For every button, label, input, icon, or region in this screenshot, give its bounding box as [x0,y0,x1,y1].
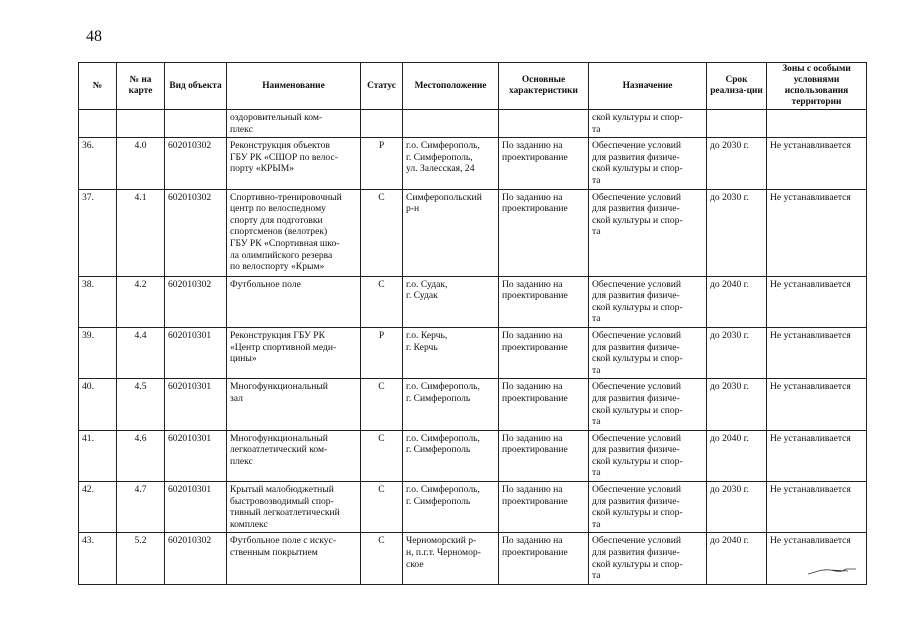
object-name-line: комплекс [230,518,268,530]
special-zones: Не устанавливается [767,138,867,189]
object-name [227,276,361,327]
object-type-code: 602010302 [165,138,227,189]
object-status: С [361,533,403,584]
object-name-line: по велоспорту «Крым» [230,261,325,273]
table-row [79,138,867,189]
object-purpose [589,482,707,533]
object-characteristics-line: проектирование [502,203,568,215]
object-name-line: Многофункциональный [230,432,328,444]
object-purpose-line: та [592,518,601,530]
table-row [79,189,867,276]
object-location-line: ул. Залесская, 24 [406,163,475,175]
object-location [403,482,499,533]
map-number: 4.1 [117,189,165,276]
table-row [79,379,867,430]
object-characteristics-line: проектирование [502,290,568,302]
object-purpose-line: та [592,416,601,428]
object-purpose-line: Обеспечение условий [592,535,682,547]
object-purpose-line: для развития физиче- [592,547,680,559]
object-name [227,327,361,378]
implementation-term: до 2040 г. [707,533,767,584]
object-name-line: оздоровительный ком- [230,112,323,123]
object-name-line: легкоатлетический ком- [230,444,328,456]
object-purpose-line: ской культуры и спор- [592,214,683,226]
object-name-line: центр по велоспедному [230,203,326,215]
object-purpose-line: для развития физиче- [592,444,680,456]
implementation-term: до 2030 г. [707,138,767,189]
object-name [227,379,361,430]
object-status [361,110,403,138]
implementation-term: до 2030 г. [707,379,767,430]
object-purpose-line: ской культуры и спор- [592,353,683,365]
object-characteristics [499,533,589,584]
object-characteristics-line: По заданию на [502,191,563,203]
special-zones: Не устанавливается [767,327,867,378]
object-name-line: плекс [230,455,253,467]
object-purpose-line: Обеспечение условий [592,484,682,496]
object-name [227,482,361,533]
row-number: 38. [79,276,117,327]
special-zones: Не устанавливается [767,189,867,276]
object-location [403,379,499,430]
object-type-code: 602010302 [165,276,227,327]
object-location-line: г. Симферополь, [406,151,473,163]
object-location-line: г. Симферополь [406,444,471,456]
object-location [403,430,499,481]
special-zones [767,110,867,138]
object-location-line: г. Симферополь [406,392,471,404]
object-type-code: 602010301 [165,430,227,481]
row-number: 43. [79,533,117,584]
object-name [227,110,361,138]
row-number [79,110,117,138]
object-characteristics [499,276,589,327]
implementation-term: до 2040 г. [707,276,767,327]
object-purpose-line: Обеспечение условий [592,329,682,341]
object-characteristics [499,327,589,378]
object-location-line: г. Симферополь [406,495,471,507]
object-purpose [589,189,707,276]
object-location-line: г. Судак [406,290,438,302]
object-purpose [589,276,707,327]
object-characteristics-line: По заданию на [502,329,563,341]
object-name-line: «Центр спортивной меди- [230,341,337,353]
object-type-code: 602010302 [165,533,227,584]
object-name-line: спортсменов (велотрек) [230,226,328,238]
object-name-line: Спортивно-тренировочный [230,191,342,203]
object-purpose-line: та [592,226,601,238]
object-name-line: Футбольное поле [230,278,301,290]
object-characteristics-line: По заданию на [502,140,563,152]
object-type-code [165,110,227,138]
header-map-number: № на карте [117,63,165,110]
object-purpose-line: та [592,174,601,186]
objects-table [78,62,867,585]
object-location-line: г.о. Симферополь, [406,484,480,496]
object-location-line: н, п.г.т. Черномор- [406,547,481,559]
signature-mark [806,566,866,576]
object-purpose-line: та [592,123,601,135]
special-zones: Не устанавливается [767,482,867,533]
special-zones: Не устанавливается [767,430,867,481]
object-purpose [589,430,707,481]
object-purpose-line: ской культуры и спор- [592,301,683,313]
object-name-line: Реконструкция ГБУ РК [230,329,325,341]
object-name-line: быстровозводимый спор- [230,495,334,507]
object-name-line: порту «КРЫМ» [230,163,295,175]
implementation-term: до 2030 г. [707,482,767,533]
map-number: 5.2 [117,533,165,584]
object-status: С [361,276,403,327]
object-purpose-line: ской культуры и спор- [592,558,683,570]
header-object-type: Вид объекта [165,63,227,110]
object-characteristics [499,189,589,276]
object-location-line: Симферопольский [406,191,482,203]
object-characteristics [499,138,589,189]
map-number: 4.2 [117,276,165,327]
object-characteristics-line: По заданию на [502,432,563,444]
object-name-line: ГБУ РК «СШОР по велос- [230,151,338,163]
object-characteristics-line: проектирование [502,341,568,353]
table-row [79,430,867,481]
map-number: 4.7 [117,482,165,533]
object-purpose-line: для развития физиче- [592,203,680,215]
special-zones: Не устанавливается [767,276,867,327]
header-status: Статус [361,63,403,110]
object-characteristics [499,110,589,138]
object-purpose-line: для развития физиче- [592,290,680,302]
row-number: 36. [79,138,117,189]
object-purpose-line: Обеспечение условий [592,381,682,393]
implementation-term: до 2040 г. [707,430,767,481]
object-status: Р [361,327,403,378]
object-location [403,189,499,276]
header-characteristics: Основные характеристики [499,63,589,110]
map-number: 4.4 [117,327,165,378]
object-characteristics-line: По заданию на [502,381,563,393]
object-name [227,138,361,189]
object-purpose-line: ской культуры и спор- [592,404,683,416]
object-name-line: ственным покрытием [230,547,318,559]
object-purpose-line: та [592,570,601,582]
table-row [79,110,867,138]
object-purpose-line: ской культуры и спор- [592,112,683,123]
object-purpose-line: ской культуры и спор- [592,163,683,175]
object-name-line: спорту для подготовки [230,214,323,226]
object-status: С [361,379,403,430]
object-characteristics [499,379,589,430]
object-characteristics [499,482,589,533]
object-name-line: зал [230,392,243,404]
object-name-line: Крытый малобюджетный [230,484,334,496]
object-characteristics [499,430,589,481]
table-body [79,110,867,585]
table-row [79,327,867,378]
object-purpose-line: Обеспечение условий [592,140,682,152]
object-location-line: г. Керчь [406,341,438,353]
object-name-line: ла олимпийского резерва [230,249,333,261]
object-location-line: г.о. Симферополь, [406,432,480,444]
map-number: 4.6 [117,430,165,481]
object-purpose-line: та [592,313,601,325]
object-characteristics-line: проектирование [502,444,568,456]
object-name-line: цины» [230,353,257,365]
object-name [227,189,361,276]
table-header-row [79,63,867,110]
object-location [403,276,499,327]
implementation-term: до 2030 г. [707,327,767,378]
row-number: 42. [79,482,117,533]
object-location [403,110,499,138]
header-term: Срок реализа-ции [707,63,767,110]
object-purpose [589,110,707,138]
object-purpose [589,138,707,189]
object-location-line: г.о. Керчь, [406,329,448,341]
object-location-line: р-н [406,203,420,215]
table-row [79,276,867,327]
object-status: С [361,430,403,481]
object-characteristics-line: По заданию на [502,278,563,290]
row-number: 40. [79,379,117,430]
object-location-line: г.о. Симферополь, [406,140,480,152]
special-zones: Не устанавливается [767,379,867,430]
object-purpose-line: та [592,467,601,479]
object-location-line: г.о. Симферополь, [406,381,480,393]
object-characteristics-line: проектирование [502,392,568,404]
object-name-line: Футбольное поле с искус- [230,535,337,547]
object-type-code: 602010301 [165,482,227,533]
object-location [403,533,499,584]
object-purpose-line: ской культуры и спор- [592,507,683,519]
page-number: 48 [86,28,102,45]
object-purpose-line: Обеспечение условий [592,278,682,290]
map-number: 4.0 [117,138,165,189]
header-purpose: Назначение [589,63,707,110]
object-purpose-line: Обеспечение условий [592,432,682,444]
row-number: 37. [79,189,117,276]
object-location-line: Черноморский р- [406,535,477,547]
object-status: С [361,189,403,276]
implementation-term [707,110,767,138]
header-location: Местоположение [403,63,499,110]
object-name-line: плекс [230,123,253,135]
map-number: 4.5 [117,379,165,430]
object-purpose-line: для развития физиче- [592,495,680,507]
table-row [79,482,867,533]
object-name-line: тивный легкоатлетический [230,507,340,519]
object-name [227,430,361,481]
object-purpose-line: та [592,364,601,376]
special-zones: Не устанавливается [767,533,867,584]
object-characteristics-line: проектирование [502,547,568,559]
object-location [403,327,499,378]
object-purpose-line: для развития физиче- [592,392,680,404]
object-location [403,138,499,189]
object-purpose-line: для развития физиче- [592,341,680,353]
object-characteristics-line: По заданию на [502,535,563,547]
object-type-code: 602010302 [165,189,227,276]
object-name-line: Реконструкция объектов [230,140,330,152]
header-name: Наименование [227,63,361,110]
object-purpose [589,327,707,378]
object-purpose [589,533,707,584]
object-name-line: ГБУ РК «Спортивная шко- [230,237,340,249]
row-number: 39. [79,327,117,378]
object-type-code: 602010301 [165,379,227,430]
object-purpose-line: для развития физиче- [592,151,680,163]
header-zones: Зоны с особыми условиями использования территории [767,63,867,110]
row-number: 41. [79,430,117,481]
object-name-line: Многофункциональный [230,381,328,393]
object-purpose [589,379,707,430]
object-status: Р [361,138,403,189]
object-purpose-line: ской культуры и спор- [592,455,683,467]
table-row [79,533,867,584]
object-characteristics-line: проектирование [502,495,568,507]
object-characteristics-line: По заданию на [502,484,563,496]
header-num: № [79,63,117,110]
object-name [227,533,361,584]
map-number [117,110,165,138]
object-location-line: ское [406,558,424,570]
implementation-term: до 2030 г. [707,189,767,276]
object-purpose-line: Обеспечение условий [592,191,682,203]
object-characteristics-line: проектирование [502,151,568,163]
object-location-line: г.о. Судак, [406,278,448,290]
object-status: С [361,482,403,533]
object-type-code: 602010301 [165,327,227,378]
